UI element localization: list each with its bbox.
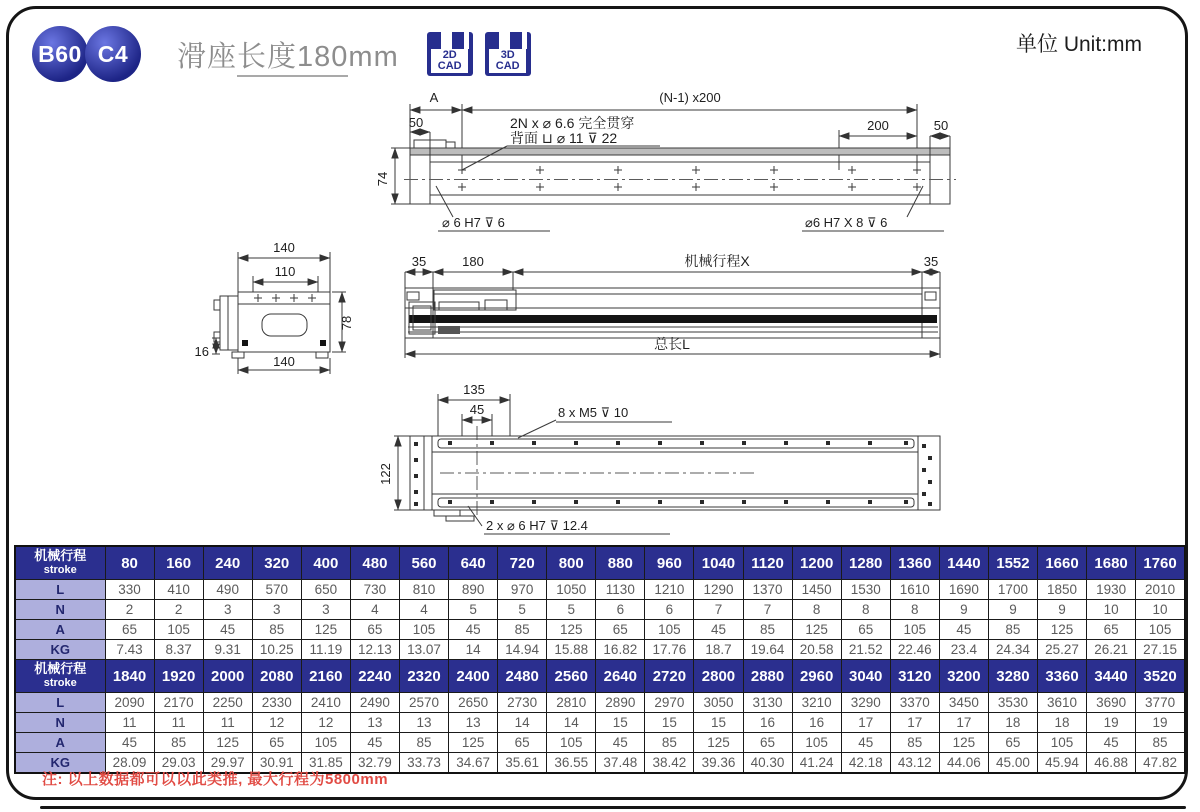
table-cell-KG: 10.25	[252, 640, 301, 660]
stroke-value-header: 320	[252, 546, 301, 580]
table-cell-N: 13	[449, 713, 498, 733]
stroke-value-header: 1120	[743, 546, 792, 580]
table-cell-N: 16	[792, 713, 841, 733]
stroke-value-header: 480	[350, 546, 399, 580]
table-cell-L: 1050	[547, 580, 596, 600]
stroke-value-header: 560	[399, 546, 448, 580]
dim-140-bottom: 140	[273, 354, 295, 369]
table-cell-N: 15	[596, 713, 645, 733]
table-cell-A: 85	[252, 620, 301, 640]
table-cell-A: 85	[743, 620, 792, 640]
table-cell-KG: 16.82	[596, 640, 645, 660]
table-cell-A: 125	[694, 733, 743, 753]
table-cell-L: 490	[203, 580, 252, 600]
table-cell-N: 4	[399, 600, 448, 620]
floppy-disk-icon	[499, 32, 511, 49]
stroke-value-header: 1440	[939, 546, 988, 580]
table-cell-N: 2	[154, 600, 203, 620]
model-badge-c4: C4	[85, 26, 141, 82]
stroke-value-header: 720	[498, 546, 547, 580]
title-text-underlined: 长度180	[237, 41, 348, 77]
table-cell-L: 1850	[1037, 580, 1086, 600]
table-cell-N: 5	[449, 600, 498, 620]
table-cell-N: 19	[1136, 713, 1185, 733]
row-label-L: L	[15, 693, 105, 713]
table-cell-A: 85	[498, 620, 547, 640]
table-cell-A: 105	[547, 733, 596, 753]
table-cell-N: 15	[694, 713, 743, 733]
stroke-value-header: 2320	[399, 660, 448, 693]
table-cell-N: 11	[105, 713, 154, 733]
dim-16: 16	[194, 344, 209, 359]
table-cell-KG: 17.76	[645, 640, 694, 660]
stroke-header-label: 机械行程 stroke	[15, 660, 105, 693]
table-cell-N: 17	[841, 713, 890, 733]
stroke-value-header: 3040	[841, 660, 890, 693]
table-cell-A: 105	[301, 733, 350, 753]
table-cell-L: 890	[449, 580, 498, 600]
table-cell-A: 125	[301, 620, 350, 640]
table-cell-N: 9	[939, 600, 988, 620]
cad-download-group	[427, 32, 531, 76]
row-label-N: N	[15, 600, 105, 620]
table-cell-N: 8	[792, 600, 841, 620]
table-cell-A: 65	[498, 733, 547, 753]
stroke-value-header: 640	[449, 546, 498, 580]
table-cell-N: 10	[1136, 600, 1185, 620]
footnote: 注: 以上数据都可以以此类推, 最大行程为5800mm	[42, 771, 389, 788]
table-cell-KG: 42.18	[841, 753, 890, 774]
stroke-value-header: 3280	[988, 660, 1037, 693]
table-cell-KG: 9.31	[203, 640, 252, 660]
stroke-value-header: 2160	[301, 660, 350, 693]
table-cell-A: 45	[841, 733, 890, 753]
table-cell-A: 45	[449, 620, 498, 640]
table-cell-N: 18	[988, 713, 1037, 733]
table-cell-L: 3050	[694, 693, 743, 713]
table-cell-N: 12	[301, 713, 350, 733]
table-cell-KG: 28.09	[105, 753, 154, 774]
table-cell-N: 6	[645, 600, 694, 620]
dim-135: 135	[463, 382, 485, 397]
table-cell-KG: 38.42	[645, 753, 694, 774]
table-cell-L: 2170	[154, 693, 203, 713]
table-cell-L: 3690	[1087, 693, 1136, 713]
table-cell-N: 3	[203, 600, 252, 620]
table-cell-KG: 43.12	[890, 753, 939, 774]
model-badge-b60: B60	[32, 26, 88, 82]
table-cell-L: 1370	[743, 580, 792, 600]
stroke-value-header: 2240	[350, 660, 399, 693]
table-cell-A: 65	[743, 733, 792, 753]
top-hole-note-1: 2N x ⌀ 6.6 完全贯穿	[510, 115, 635, 131]
table-cell-KG: 14.94	[498, 640, 547, 660]
table-cell-KG: 29.03	[154, 753, 203, 774]
table-cell-KG: 20.58	[792, 640, 841, 660]
row-label-A: A	[15, 620, 105, 640]
table-cell-KG: 36.55	[547, 753, 596, 774]
table-cell-L: 2810	[547, 693, 596, 713]
table-cell-A: 105	[1136, 620, 1185, 640]
top-hole-note-2: 背面 ⊔ ⌀ 11 ⊽ 22	[510, 130, 618, 146]
stroke-value-header: 3120	[890, 660, 939, 693]
table-cell-L: 970	[498, 580, 547, 600]
table-cell-L: 1130	[596, 580, 645, 600]
table-cell-KG: 41.24	[792, 753, 841, 774]
table-cell-KG: 26.21	[1087, 640, 1136, 660]
table-cell-N: 15	[645, 713, 694, 733]
table-cell-L: 1700	[988, 580, 1037, 600]
table-cell-A: 45	[939, 620, 988, 640]
stroke-value-header: 1760	[1136, 546, 1185, 580]
table-cell-A: 45	[596, 733, 645, 753]
table-cell-L: 730	[350, 580, 399, 600]
table-cell-L: 3210	[792, 693, 841, 713]
table-cell-N: 17	[890, 713, 939, 733]
table-cell-A: 85	[399, 733, 448, 753]
table-cell-N: 5	[547, 600, 596, 620]
table-cell-N: 5	[498, 600, 547, 620]
top-view-drawing	[375, 90, 956, 231]
table-cell-A: 85	[645, 733, 694, 753]
stroke-value-header: 2480	[498, 660, 547, 693]
page-title	[177, 34, 399, 75]
table-cell-L: 3370	[890, 693, 939, 713]
table-cell-L: 3530	[988, 693, 1037, 713]
stroke-value-header: 1840	[105, 660, 154, 693]
floppy-disk-icon	[522, 32, 527, 49]
table-cell-L: 2970	[645, 693, 694, 713]
table-cell-N: 8	[841, 600, 890, 620]
table-cell-A: 65	[1087, 620, 1136, 640]
table-cell-KG: 29.97	[203, 753, 252, 774]
table-cell-KG: 39.36	[694, 753, 743, 774]
stroke-value-header: 3360	[1037, 660, 1086, 693]
table-cell-N: 4	[350, 600, 399, 620]
side-view-drawing	[405, 253, 940, 358]
table-cell-KG: 8.37	[154, 640, 203, 660]
table-cell-L: 810	[399, 580, 448, 600]
table-cell-KG: 23.4	[939, 640, 988, 660]
floppy-disk-icon	[464, 32, 469, 49]
table-cell-A: 105	[399, 620, 448, 640]
stroke-value-header: 800	[547, 546, 596, 580]
table-cell-N: 8	[890, 600, 939, 620]
table-cell-N: 16	[743, 713, 792, 733]
stroke-value-header: 2000	[203, 660, 252, 693]
table-cell-N: 17	[939, 713, 988, 733]
dim-110: 110	[274, 264, 296, 279]
table-cell-A: 105	[890, 620, 939, 640]
table-cell-KG: 19.64	[743, 640, 792, 660]
table-cell-A: 85	[154, 733, 203, 753]
stroke-value-header: 80	[105, 546, 154, 580]
table-cell-KG: 13.07	[399, 640, 448, 660]
dim-50-right: 50	[933, 118, 949, 133]
row-label-A: A	[15, 733, 105, 753]
table-cell-L: 410	[154, 580, 203, 600]
table-cell-KG: 25.27	[1037, 640, 1086, 660]
bottom-view-drawing	[378, 382, 940, 534]
stroke-value-header: 1280	[841, 546, 890, 580]
table-cell-L: 650	[301, 580, 350, 600]
row-label-KG: KG	[15, 640, 105, 660]
dim-35-right: 35	[923, 254, 939, 269]
table-cell-KG: 44.06	[939, 753, 988, 774]
table-cell-L: 1290	[694, 580, 743, 600]
stroke-value-header: 3520	[1136, 660, 1185, 693]
table-cell-KG: 35.61	[498, 753, 547, 774]
table-cell-KG: 45.94	[1037, 753, 1086, 774]
table-cell-A: 45	[350, 733, 399, 753]
stroke-value-header: 2560	[547, 660, 596, 693]
table-cell-L: 2010	[1136, 580, 1185, 600]
table-cell-KG: 18.7	[694, 640, 743, 660]
dim-45: 45	[469, 402, 485, 417]
table-cell-N: 7	[694, 600, 743, 620]
table-cell-A: 105	[645, 620, 694, 640]
table-cell-KG: 37.48	[596, 753, 645, 774]
stroke-value-header: 3440	[1087, 660, 1136, 693]
cad-2d-label: CAD	[437, 60, 462, 73]
title-text: mm	[348, 40, 399, 73]
table-cell-KG: 11.19	[301, 640, 350, 660]
table-cell-N: 3	[301, 600, 350, 620]
dim-122: 122	[378, 463, 393, 485]
table-cell-L: 2490	[350, 693, 399, 713]
stroke-value-header: 1040	[694, 546, 743, 580]
unit-label: 单位 Unit:mm	[1016, 33, 1142, 56]
table-cell-L: 2570	[399, 693, 448, 713]
table-cell-N: 10	[1087, 600, 1136, 620]
stroke-value-header: 160	[154, 546, 203, 580]
table-cell-L: 2090	[105, 693, 154, 713]
table-cell-N: 14	[498, 713, 547, 733]
table-cell-KG: 14	[449, 640, 498, 660]
table-cell-A: 85	[890, 733, 939, 753]
table-cell-N: 11	[203, 713, 252, 733]
table-cell-A: 105	[154, 620, 203, 640]
stroke-value-header: 240	[203, 546, 252, 580]
cross-section-drawing	[195, 240, 354, 374]
table-cell-A: 85	[1136, 733, 1185, 753]
table-cell-L: 1210	[645, 580, 694, 600]
table-cell-L: 3130	[743, 693, 792, 713]
table-cell-A: 65	[988, 733, 1037, 753]
stroke-value-header: 1680	[1087, 546, 1136, 580]
table-cell-KG: 30.91	[252, 753, 301, 774]
table-cell-N: 18	[1037, 713, 1086, 733]
table-cell-A: 105	[792, 733, 841, 753]
table-cell-A: 125	[1037, 620, 1086, 640]
table-cell-L: 3610	[1037, 693, 1086, 713]
table-cell-KG: 46.88	[1087, 753, 1136, 774]
dim-A: A	[429, 90, 439, 105]
table-cell-A: 85	[988, 620, 1037, 640]
table-cell-A: 65	[841, 620, 890, 640]
table-cell-L: 3450	[939, 693, 988, 713]
table-cell-KG: 27.15	[1136, 640, 1185, 660]
table-cell-L: 1930	[1087, 580, 1136, 600]
floppy-disk-icon	[441, 32, 453, 49]
stroke-value-header: 1920	[154, 660, 203, 693]
stroke-header-label: 机械行程 stroke	[15, 546, 105, 580]
table-cell-KG: 21.52	[841, 640, 890, 660]
table-cell-N: 7	[743, 600, 792, 620]
table-cell-KG: 22.46	[890, 640, 939, 660]
stroke-value-header: 2880	[743, 660, 792, 693]
table-cell-KG: 32.79	[350, 753, 399, 774]
stroke-value-header: 880	[596, 546, 645, 580]
stroke-value-header: 2960	[792, 660, 841, 693]
stroke-value-header: 2800	[694, 660, 743, 693]
table-cell-N: 11	[154, 713, 203, 733]
dim-180: 180	[462, 254, 484, 269]
table-cell-KG: 12.13	[350, 640, 399, 660]
header	[32, 26, 531, 82]
stroke-value-header: 960	[645, 546, 694, 580]
table-cell-L: 1530	[841, 580, 890, 600]
dim-50-left: 50	[408, 115, 424, 130]
table-cell-N: 9	[988, 600, 1037, 620]
table-cell-A: 65	[596, 620, 645, 640]
table-cell-L: 2410	[301, 693, 350, 713]
technical-drawings	[10, 86, 1190, 541]
stroke-value-header: 1552	[988, 546, 1037, 580]
table-cell-L: 2650	[449, 693, 498, 713]
table-cell-A: 125	[547, 620, 596, 640]
table-cell-A: 45	[1087, 733, 1136, 753]
table-cell-A: 125	[792, 620, 841, 640]
table-cell-N: 3	[252, 600, 301, 620]
cad-3d-label: 3D	[500, 49, 515, 62]
table-cell-L: 2330	[252, 693, 301, 713]
table-cell-L: 2890	[596, 693, 645, 713]
table-cell-A: 45	[694, 620, 743, 640]
row-label-KG: KG	[15, 753, 105, 774]
table-cell-A: 65	[252, 733, 301, 753]
table-cell-N: 12	[252, 713, 301, 733]
table-cell-A: 125	[449, 733, 498, 753]
table-cell-L: 1610	[890, 580, 939, 600]
table-cell-N: 14	[547, 713, 596, 733]
total-length-label: 总长L	[654, 336, 690, 352]
stroke-value-header: 2640	[596, 660, 645, 693]
stroke-dimension-table	[14, 545, 1186, 774]
table-cell-KG: 47.82	[1136, 753, 1185, 774]
table-cell-KG: 24.34	[988, 640, 1037, 660]
table-cell-KG: 33.73	[399, 753, 448, 774]
table-cell-A: 105	[1037, 733, 1086, 753]
table-cell-N: 2	[105, 600, 154, 620]
cad-2d-label: 2D	[442, 49, 457, 62]
stroke-value-header: 2720	[645, 660, 694, 693]
stroke-value-header: 1200	[792, 546, 841, 580]
m5-callout: 8 x M5 ⊽ 10	[558, 405, 629, 420]
table-cell-L: 3770	[1136, 693, 1185, 713]
table-cell-KG: 34.67	[449, 753, 498, 774]
table-cell-L: 570	[252, 580, 301, 600]
stroke-value-header: 1660	[1037, 546, 1086, 580]
table-cell-A: 65	[350, 620, 399, 640]
stroke-dimension-label: 机械行程X	[684, 253, 750, 269]
dim-pitch: (N-1) x200	[659, 90, 721, 105]
stroke-value-header: 400	[301, 546, 350, 580]
table-cell-L: 2250	[203, 693, 252, 713]
table-cell-A: 125	[939, 733, 988, 753]
dim-35-left: 35	[411, 254, 427, 269]
stroke-value-header: 1360	[890, 546, 939, 580]
page-bottom-edge	[40, 806, 1186, 809]
cad-2d-button[interactable]	[427, 32, 473, 76]
table-cell-L: 2730	[498, 693, 547, 713]
dim-78: 78	[339, 315, 354, 331]
dim-74: 74	[375, 171, 390, 187]
table-cell-L: 330	[105, 580, 154, 600]
table-cell-A: 65	[105, 620, 154, 640]
table-cell-KG: 40.30	[743, 753, 792, 774]
table-cell-N: 19	[1087, 713, 1136, 733]
table-cell-KG: 31.85	[301, 753, 350, 774]
dim-140-top: 140	[273, 240, 295, 255]
table-cell-KG: 7.43	[105, 640, 154, 660]
table-cell-KG: 45.00	[988, 753, 1037, 774]
table-cell-L: 3290	[841, 693, 890, 713]
row-label-N: N	[15, 713, 105, 733]
stroke-value-header: 3200	[939, 660, 988, 693]
table-cell-N: 13	[350, 713, 399, 733]
table-cell-KG: 15.88	[547, 640, 596, 660]
stroke-value-header: 2080	[252, 660, 301, 693]
right-hole-callout: ⌀6 H7 X 8 ⊽ 6	[805, 215, 888, 230]
left-hole-callout: ⌀ 6 H7 ⊽ 6	[442, 215, 505, 230]
table-cell-N: 9	[1037, 600, 1086, 620]
table-cell-A: 125	[203, 733, 252, 753]
row-label-L: L	[15, 580, 105, 600]
table-cell-N: 6	[596, 600, 645, 620]
table-cell-A: 45	[105, 733, 154, 753]
table-cell-A: 45	[203, 620, 252, 640]
table-cell-L: 1690	[939, 580, 988, 600]
stroke-value-header: 2400	[449, 660, 498, 693]
cad-3d-button[interactable]	[485, 32, 531, 76]
table-cell-L: 1450	[792, 580, 841, 600]
dim-200: 200	[867, 118, 889, 133]
cad-3d-label: CAD	[495, 60, 520, 73]
table-cell-N: 13	[399, 713, 448, 733]
pin-hole-callout: 2 x ⌀ 6 H7 ⊽ 12.4	[486, 518, 588, 533]
title-text: 滑座	[177, 40, 238, 73]
